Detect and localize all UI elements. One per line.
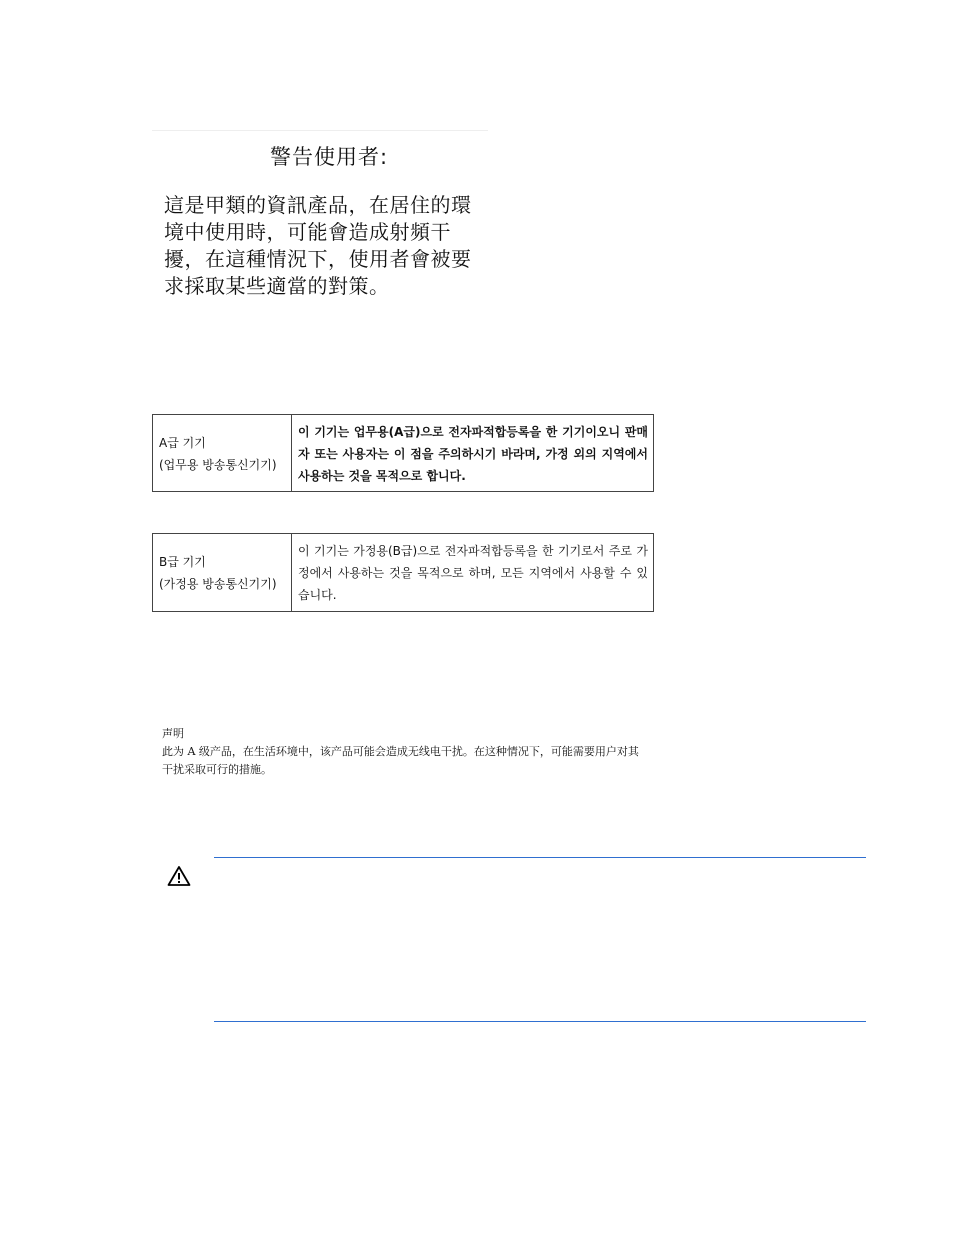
china-statement-title: 声明 xyxy=(162,727,184,740)
warning-triangle-icon xyxy=(167,865,191,887)
korea-class-b-label: B급 기기 xyxy=(159,555,206,569)
warning-top-rule xyxy=(214,857,866,858)
korea-class-b-label-cell xyxy=(153,534,292,611)
korea-class-b-table xyxy=(152,533,654,612)
korea-class-b-sub: (가정용 방송통신기기) xyxy=(159,577,277,591)
warning-bottom-rule xyxy=(214,1021,866,1022)
china-statement-body: 此为 A 级产品，在生活环境中，该产品可能会造成无线电干扰。在这种情况下，可能需要用户对其干扰采取可行的措施。 xyxy=(162,745,639,776)
taiwan-bsmi-notice xyxy=(152,130,488,307)
korea-class-a-label: A급 기기 xyxy=(159,436,206,450)
korea-class-a-table xyxy=(152,414,654,492)
korea-class-b-text: 이 기기는 가정용(B급)으로 전자파적합등록을 한 기기로서 주로 가정에서 사용하는 것을 목적으로 하며, 모든 지역에서 사용할 수 있습니다. xyxy=(298,544,648,602)
taiwan-notice-title: 警告使用者: xyxy=(270,145,389,169)
china-class-a-statement xyxy=(162,725,642,779)
korea-class-a-sub: (업무용 방송통신기기) xyxy=(159,458,277,472)
taiwan-notice-body: 這是甲類的資訊產品，在居住的環境中使用時，可能會造成射頻干擾，在這種情況下，使用者會被要求採取某些適當的對策。 xyxy=(164,193,472,298)
korea-class-a-text: 이 기기는 업무용(A급)으로 전자파적합등록을 한 기기이오니 판매자 또는 사용자는 이 점을 주의하시기 바라며, 가정 외의 지역에서 사용하는 것을 목적으로 합니다. xyxy=(298,425,648,483)
korea-class-a-label-cell xyxy=(153,415,292,491)
